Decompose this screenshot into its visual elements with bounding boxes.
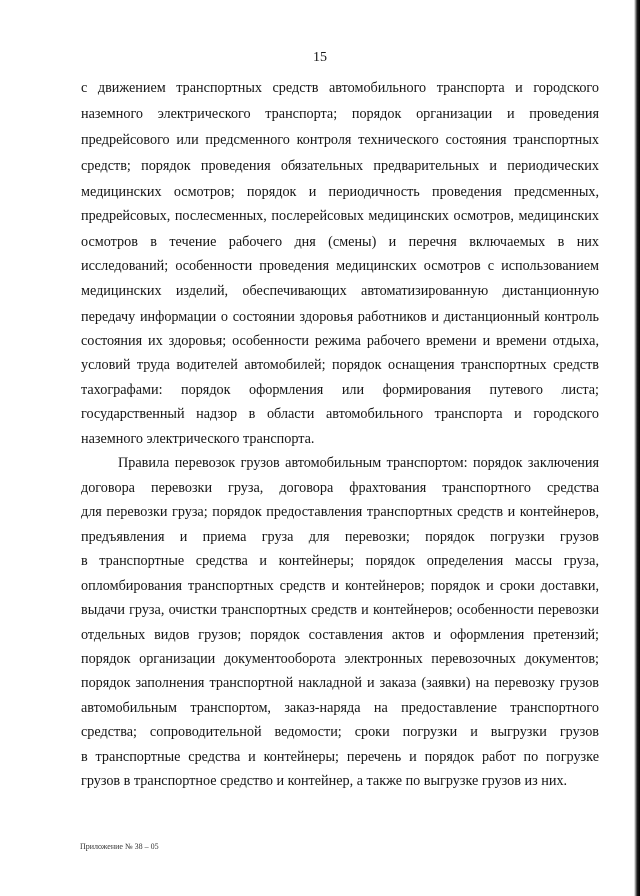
- text-line: средства; сопроводительной ведомости; сроки погрузки и выгрузки грузов: [81, 724, 599, 740]
- text-line: опломбирования транспортных средств и контейнеров; порядок и сроки доставки,: [81, 578, 599, 594]
- text-line: состояния их здоровья; особенности режима рабочего времени и времени отдыха,: [81, 333, 599, 349]
- text-line: договора перевозки груза, договора фрахтования транспортного средства: [81, 480, 599, 496]
- text-line: тахографами: порядок оформления или формирования путевого листа;: [81, 382, 599, 398]
- text-line: условий труда водителей автомобилей; порядок оснащения транспортных средств: [81, 357, 599, 373]
- text-line: средств; порядок проведения обязательных предварительных и периодических: [81, 158, 599, 174]
- footer-attachment-note: Приложение № 38 – 05: [80, 842, 159, 851]
- text-line: предрейсовых, послесменных, послерейсовых медицинских осмотров, медицинских: [81, 208, 599, 224]
- paragraph-first-line: Правила перевозок грузов автомобильным транспортом: порядок заключения: [118, 455, 599, 471]
- text-line: для перевозки груза; порядок предоставления транспортных средств и контейнеров,: [81, 504, 599, 520]
- text-line: государственный надзор в области автомобильного транспорта и городского: [81, 406, 599, 422]
- text-line: осмотров в течение рабочего дня (смены) и перечня включаемых в них: [81, 234, 599, 250]
- page-number: 15: [313, 50, 327, 65]
- text-line: автомобильным транспортом, заказ-наряда на предоставление транспортного: [81, 700, 599, 716]
- text-line: медицинских изделий, обеспечивающих автоматизированную дистанционную: [81, 283, 599, 299]
- text-line: предъявления и приема груза для перевозки; порядок погрузки грузов: [81, 529, 599, 545]
- text-line: порядок заполнения транспортной накладной и заказа (заявки) на перевозку грузов: [81, 675, 599, 691]
- text-line: наземного электрического транспорта.: [81, 431, 315, 447]
- text-line: наземного электрического транспорта; порядок организации и проведения: [81, 106, 599, 122]
- text-line: с движением транспортных средств автомобильного транспорта и городского: [81, 80, 599, 96]
- text-line: порядок организации документооборота электронных перевозочных документов;: [81, 651, 599, 667]
- text-line: выдачи груза, очистки транспортных средств и контейнеров; особенности перевозки: [81, 602, 599, 618]
- text-line: в транспортные средства и контейнеры; порядок определения массы груза,: [81, 553, 599, 569]
- text-line: грузов в транспортное средство и контейнер, а также по выгрузке грузов из них.: [81, 773, 568, 789]
- scan-edge-shadow: [634, 0, 640, 896]
- text-line: предрейсового или предсменного контроля технического состояния транспортных: [81, 132, 599, 148]
- text-line: исследований; особенности проведения медицинских осмотров с использованием: [81, 258, 599, 274]
- text-line: медицинских осмотров; порядок и периодичность проведения предсменных,: [81, 184, 599, 200]
- text-line: в транспортные средства и контейнеры; перечень и порядок работ по погрузке: [81, 749, 599, 765]
- text-line: передачу информации о состоянии здоровья работников и дистанционный контроль: [81, 309, 599, 325]
- text-line: отдельных видов грузов; порядок составления актов и оформления претензий;: [81, 627, 599, 643]
